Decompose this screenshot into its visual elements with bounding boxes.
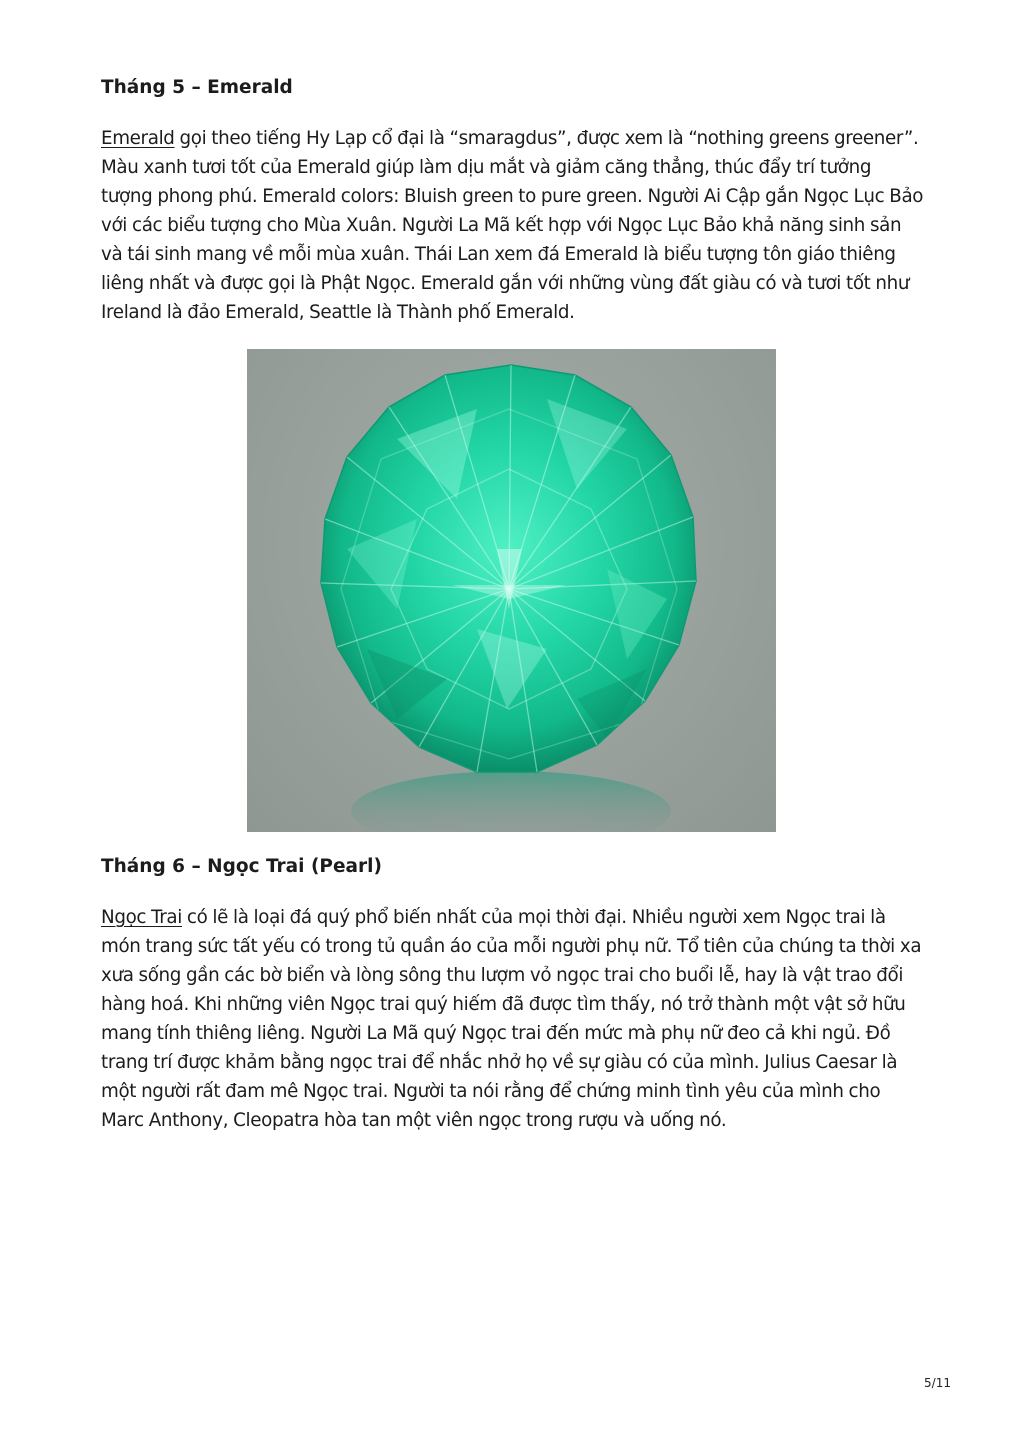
pearl-paragraph-text: có lẽ là loại đá quý phổ biến nhất của mọi thời đại. Nhiều người xem Ngọc trai là món trang sức tất yếu có trong tủ quần áo của mỗi người phụ nữ. Tổ tiên của chúng ta thời xa xưa sống gần các bờ biển và lòng sông thu lượm vỏ ngọc trai cho buổi lễ, hay là vật trao đổi hàng hoá. Khi những viên Ngọc trai quý hiếm đã được tìm thấy, nó trở thành một vật sở hữu mang tính thiêng liêng. Người La Mã quý Ngọc trai đến mức mà phụ nữ đeo cả khi ngủ. Đồ trang trí được khảm bằng ngọc trai để nhắc nhở họ về sự giàu có của mình. Julius Caesar là một người rất đam mê Ngọc trai. Người ta nói rằng để chứng minh tình yêu của mình cho Marc Anthony, Cleopatra hòa tan một viên ngọc trong rượu và uống nó. (101, 907, 922, 1131)
emerald-paragraph-text: gọi theo tiếng Hy Lạp cổ đại là “smaragdus”, được xem là “nothing greens greener”. Màu xanh tươi tốt của Emerald giúp làm dịu mắt và giảm căng thẳng, thúc đẩy trí tưởng tượng phong phú. Emerald colors: Bluish green to pure green. Người Ai Cập gắn Ngọc Lục Bảo với các biểu tượng cho Mùa Xuân. Người La Mã kết hợp với Ngọc Lục Bảo khả năng sinh sản và tái sinh mang về mỗi mùa xuân. Thái Lan xem đá Emerald là biểu tượng tôn giáo thiêng liêng nhất và được gọi là Phật Ngọc. Emerald gắn với những vùng đất giàu có và tươi tốt như Ireland là đảo Emerald, Seattle là Thành phố Emerald. (101, 128, 924, 323)
emerald-gem-illustration (247, 349, 776, 832)
section-heading-pearl: Tháng 6 – Ngọc Trai (Pearl) (101, 856, 382, 877)
emerald-link[interactable]: Emerald (101, 128, 175, 149)
section-heading-emerald: Tháng 5 – Emerald (101, 77, 293, 98)
emerald-gem-image (247, 349, 776, 832)
paragraph-emerald (101, 124, 927, 327)
page-number: 5/11 (924, 1376, 951, 1390)
pearl-link[interactable]: Ngọc Trai (101, 907, 182, 928)
paragraph-pearl (101, 903, 927, 1135)
